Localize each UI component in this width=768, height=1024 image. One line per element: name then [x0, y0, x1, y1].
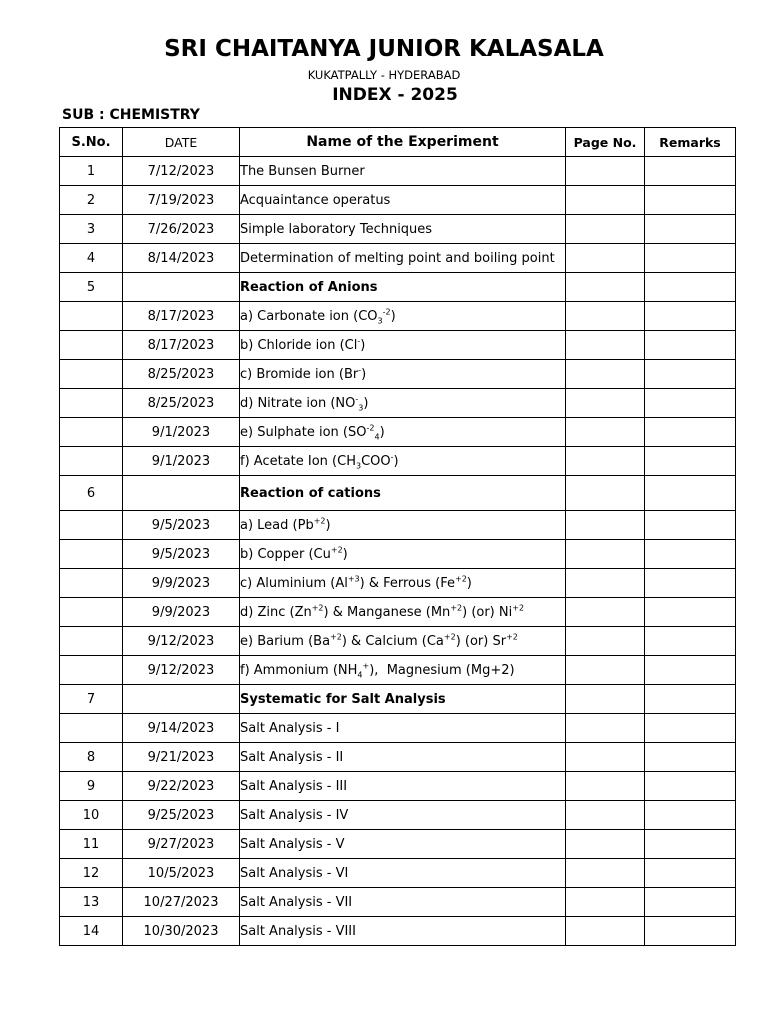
page-no-cell — [566, 511, 645, 540]
page-no-cell — [566, 186, 645, 215]
remarks-cell — [645, 540, 736, 569]
table-row — [60, 888, 736, 917]
date-cell: 8/14/2023 — [123, 244, 240, 273]
date-cell: 9/5/2023 — [123, 540, 240, 569]
table-row — [60, 627, 736, 656]
remarks-cell — [645, 569, 736, 598]
experiment-name-cell: f) Acetate Ion $(CH_3COO^-)$ — [240, 447, 566, 476]
sno-cell — [60, 627, 123, 656]
experiment-name-cell: Salt Analysis - III — [240, 772, 566, 801]
table-row — [60, 244, 736, 273]
table-row — [60, 447, 736, 476]
table-row — [60, 273, 736, 302]
page-no-cell — [566, 598, 645, 627]
remarks-cell — [645, 302, 736, 331]
experiment-name-cell: Salt Analysis - I — [240, 714, 566, 743]
remarks-cell — [645, 273, 736, 302]
page-no-cell — [566, 743, 645, 772]
index-title: INDEX - 2025 — [332, 85, 458, 105]
remarks-cell — [645, 331, 736, 360]
date-cell: 9/5/2023 — [123, 511, 240, 540]
experiment-name-cell: Reaction of cations — [240, 476, 566, 511]
sno-cell — [60, 511, 123, 540]
sno-cell: 13 — [60, 888, 123, 917]
page-no-cell — [566, 418, 645, 447]
subject-label: SUB : CHEMISTRY — [62, 107, 200, 123]
date-cell: 9/25/2023 — [123, 801, 240, 830]
remarks-cell — [645, 447, 736, 476]
sno-cell: 14 — [60, 917, 123, 946]
sno-cell — [60, 302, 123, 331]
remarks-cell — [645, 389, 736, 418]
sno-cell: 11 — [60, 830, 123, 859]
date-cell: 8/25/2023 — [123, 389, 240, 418]
sno-cell — [60, 656, 123, 685]
date-cell: 10/5/2023 — [123, 859, 240, 888]
sno-cell: 3 — [60, 215, 123, 244]
remarks-cell — [645, 801, 736, 830]
column-header-page-no: Page No. — [566, 128, 645, 157]
table-row — [60, 157, 736, 186]
experiment-name-cell: c) Aluminium $(Al^{+3})$ & Ferrous $(Fe^{+2})$ — [240, 569, 566, 598]
page-no-cell — [566, 772, 645, 801]
sno-cell — [60, 360, 123, 389]
page-no-cell — [566, 656, 645, 685]
experiment-name-cell: Systematic for Salt Analysis — [240, 685, 566, 714]
experiment-name-cell: Salt Analysis - V — [240, 830, 566, 859]
page-no-cell — [566, 917, 645, 946]
table-row — [60, 714, 736, 743]
remarks-cell — [645, 685, 736, 714]
sno-cell: 1 — [60, 157, 123, 186]
page-no-cell — [566, 302, 645, 331]
experiment-name-cell: e) Barium $(Ba^{+2})$ & Calcium $(Ca^{+2})$ (or) $Sr^{+2}$ — [240, 627, 566, 656]
experiment-name-cell: f) Ammonium $(NH_4^+)$, Magnesium (Mg+2) — [240, 656, 566, 685]
sno-cell: 8 — [60, 743, 123, 772]
sno-cell: 12 — [60, 859, 123, 888]
sno-cell — [60, 447, 123, 476]
school-location: KUKATPALLY - HYDERABAD — [307, 68, 461, 82]
experiment-name-cell: d) Zinc $(Zn^{+2})$ & Manganese $(Mn^{+2})$ (or) $Ni^{+2}$ — [240, 598, 566, 627]
remarks-cell — [645, 598, 736, 627]
date-cell: 9/21/2023 — [123, 743, 240, 772]
table-row — [60, 476, 736, 511]
remarks-cell — [645, 476, 736, 511]
sno-cell — [60, 598, 123, 627]
date-cell: 8/17/2023 — [123, 331, 240, 360]
experiment-name-cell: Determination of melting point and boiling point — [240, 244, 566, 273]
remarks-cell — [645, 917, 736, 946]
remarks-cell — [645, 627, 736, 656]
sno-cell — [60, 714, 123, 743]
date-cell: 7/19/2023 — [123, 186, 240, 215]
sno-cell: 2 — [60, 186, 123, 215]
experiment-name-cell: Salt Analysis - VIII — [240, 917, 566, 946]
table-row — [60, 598, 736, 627]
experiment-name-cell: d) Nitrate ion $(NO^-_3)$ — [240, 389, 566, 418]
date-cell: 9/12/2023 — [123, 656, 240, 685]
table-row — [60, 859, 736, 888]
sno-cell: 6 — [60, 476, 123, 511]
table-row — [60, 772, 736, 801]
experiment-name-cell: Simple laboratory Techniques — [240, 215, 566, 244]
date-cell — [123, 685, 240, 714]
experiment-name-cell: e) Sulphate ion $(SO^{-2}_4)$ — [240, 418, 566, 447]
remarks-cell — [645, 215, 736, 244]
page-no-cell — [566, 447, 645, 476]
remarks-cell — [645, 244, 736, 273]
date-cell: 9/14/2023 — [123, 714, 240, 743]
experiment-name-cell: a) Carbonate ion $(CO_3^{-2})$ — [240, 302, 566, 331]
page-no-cell — [566, 569, 645, 598]
date-cell — [123, 476, 240, 511]
page-no-cell — [566, 476, 645, 511]
table-row — [60, 685, 736, 714]
remarks-cell — [645, 360, 736, 389]
page-no-cell — [566, 331, 645, 360]
page-no-cell — [566, 273, 645, 302]
experiment-name-cell: b) Chloride ion (Cl-) — [240, 331, 566, 360]
page-no-cell — [566, 244, 645, 273]
page-no-cell — [566, 888, 645, 917]
remarks-cell — [645, 888, 736, 917]
date-cell: 9/12/2023 — [123, 627, 240, 656]
date-cell: 9/9/2023 — [123, 598, 240, 627]
remarks-cell — [645, 772, 736, 801]
date-cell: 9/9/2023 — [123, 569, 240, 598]
experiment-name-cell: Acquaintance operatus — [240, 186, 566, 215]
table-row — [60, 215, 736, 244]
page-no-cell — [566, 360, 645, 389]
date-cell: 9/22/2023 — [123, 772, 240, 801]
sno-cell — [60, 418, 123, 447]
date-cell: 10/27/2023 — [123, 888, 240, 917]
sno-cell: 9 — [60, 772, 123, 801]
table-row — [60, 569, 736, 598]
table-row — [60, 511, 736, 540]
page-no-cell — [566, 389, 645, 418]
sno-cell: 10 — [60, 801, 123, 830]
table-row — [60, 186, 736, 215]
date-cell: 7/12/2023 — [123, 157, 240, 186]
experiment-name-cell: Salt Analysis - VII — [240, 888, 566, 917]
date-cell: 7/26/2023 — [123, 215, 240, 244]
remarks-cell — [645, 186, 736, 215]
table-row — [60, 389, 736, 418]
page-no-cell — [566, 540, 645, 569]
table-row — [60, 360, 736, 389]
column-header-sno: S.No. — [60, 128, 123, 157]
sno-cell — [60, 569, 123, 598]
remarks-cell — [645, 743, 736, 772]
experiment-name-cell: Salt Analysis - IV — [240, 801, 566, 830]
experiment-name-cell: a) Lead $(Pb^{+2})$ — [240, 511, 566, 540]
date-cell — [123, 273, 240, 302]
experiment-name-cell: c) Bromide ion (Br-) — [240, 360, 566, 389]
sno-cell: 7 — [60, 685, 123, 714]
column-header-date: DATE — [123, 128, 240, 157]
table-row — [60, 743, 736, 772]
table-row — [60, 302, 736, 331]
remarks-cell — [645, 714, 736, 743]
sno-cell: 4 — [60, 244, 123, 273]
page-no-cell — [566, 714, 645, 743]
table-row — [60, 656, 736, 685]
index-table — [59, 127, 736, 946]
page-no-cell — [566, 830, 645, 859]
sno-cell — [60, 331, 123, 360]
table-row — [60, 418, 736, 447]
remarks-cell — [645, 418, 736, 447]
school-title: SRI CHAITANYA JUNIOR KALASALA — [164, 36, 604, 62]
table-header-row — [60, 128, 736, 157]
page-no-cell — [566, 627, 645, 656]
column-header-remarks: Remarks — [645, 128, 736, 157]
date-cell: 9/1/2023 — [123, 447, 240, 476]
sno-cell — [60, 389, 123, 418]
experiment-name-cell: Salt Analysis - II — [240, 743, 566, 772]
date-cell: 9/27/2023 — [123, 830, 240, 859]
remarks-cell — [645, 656, 736, 685]
table-row — [60, 801, 736, 830]
remarks-cell — [645, 511, 736, 540]
remarks-cell — [645, 859, 736, 888]
date-cell: 10/30/2023 — [123, 917, 240, 946]
sno-cell — [60, 540, 123, 569]
column-header-experiment: Name of the Experiment — [240, 128, 566, 157]
table-row — [60, 917, 736, 946]
date-cell: 9/1/2023 — [123, 418, 240, 447]
page-no-cell — [566, 685, 645, 714]
experiment-name-cell: Reaction of Anions — [240, 273, 566, 302]
page-no-cell — [566, 157, 645, 186]
table-row — [60, 540, 736, 569]
experiment-name-cell: Salt Analysis - VI — [240, 859, 566, 888]
date-cell: 8/25/2023 — [123, 360, 240, 389]
experiment-name-cell: The Bunsen Burner — [240, 157, 566, 186]
date-cell: 8/17/2023 — [123, 302, 240, 331]
table-row — [60, 830, 736, 859]
experiment-name-cell: b) Copper $(Cu^{+2})$ — [240, 540, 566, 569]
page-no-cell — [566, 215, 645, 244]
remarks-cell — [645, 830, 736, 859]
page-no-cell — [566, 801, 645, 830]
remarks-cell — [645, 157, 736, 186]
table-row — [60, 331, 736, 360]
sno-cell: 5 — [60, 273, 123, 302]
page-no-cell — [566, 859, 645, 888]
